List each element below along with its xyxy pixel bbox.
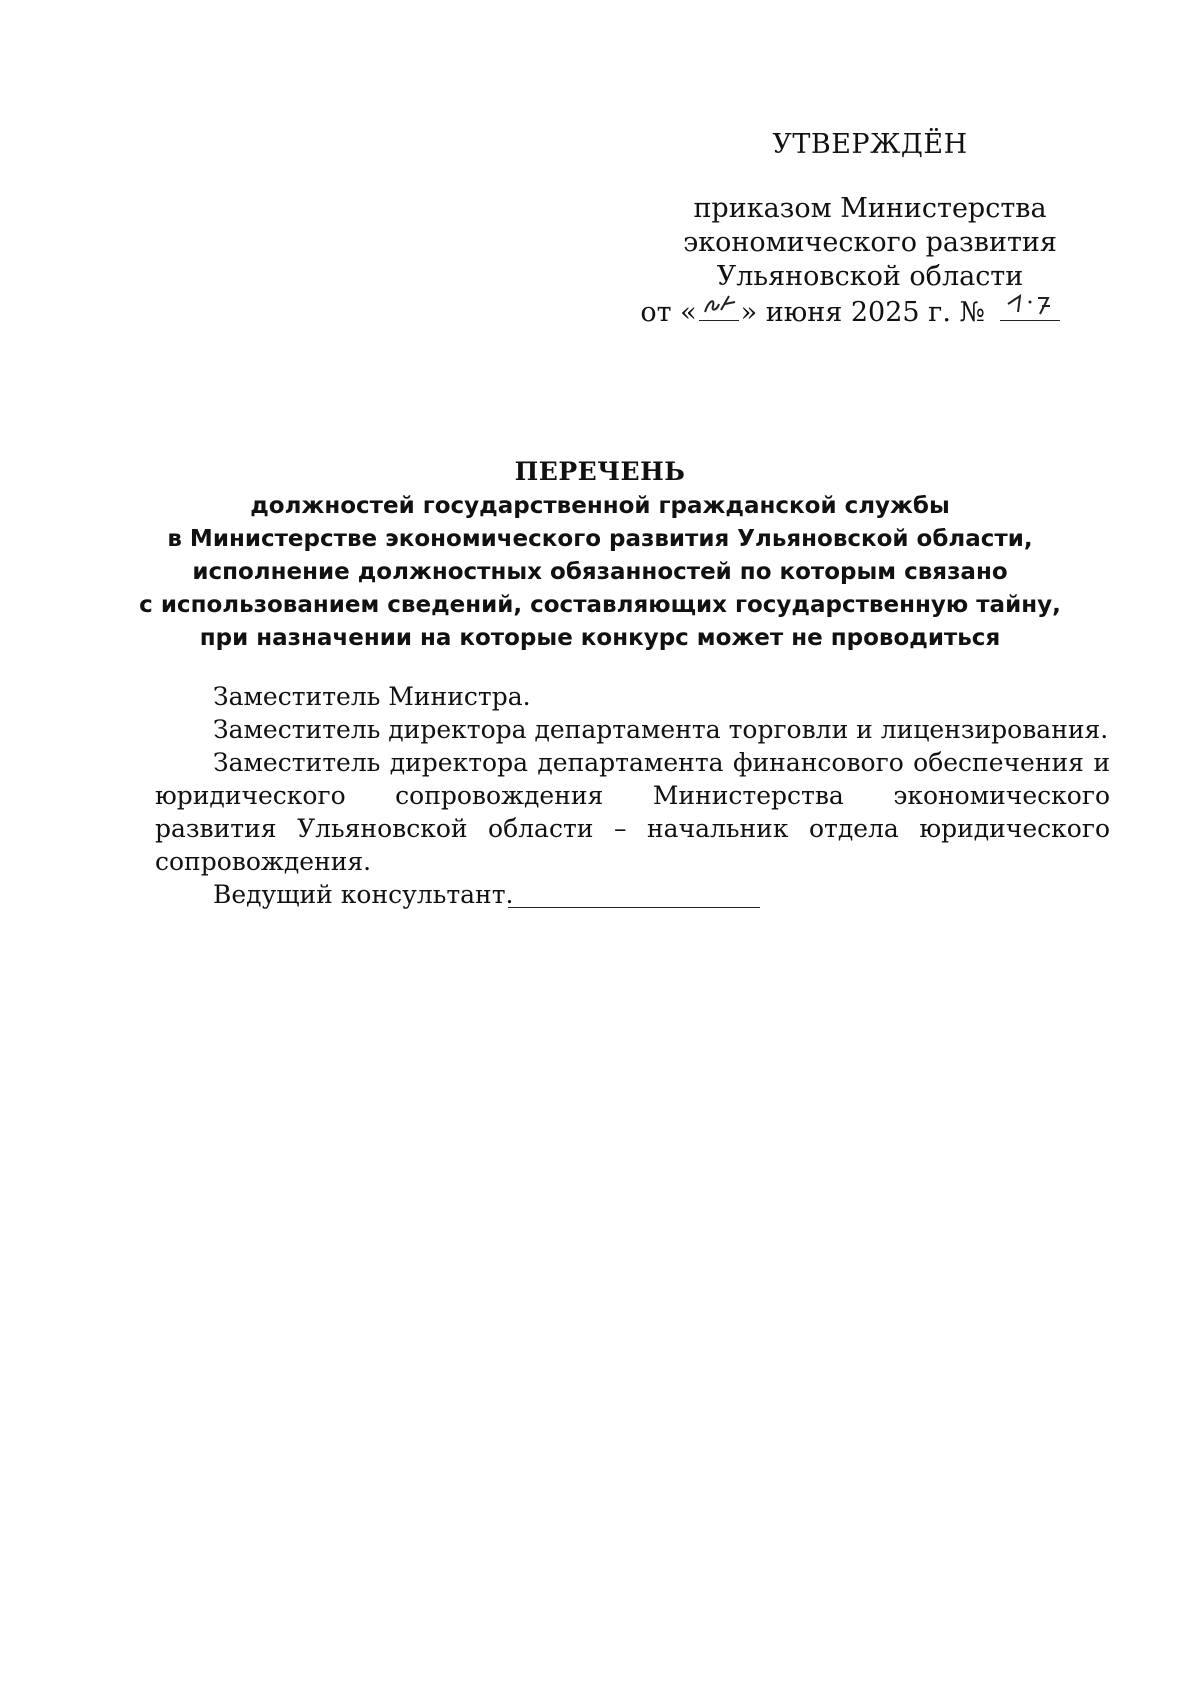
title-line: с использованием сведений, составляющих государственную тайну, (139, 592, 1061, 618)
document-title-block (130, 455, 1070, 655)
handwritten-order-number (1000, 294, 1060, 321)
title-line: при назначении на которые конкурс может не проводиться (199, 625, 1001, 651)
position-item: Ведущий консультант. (213, 880, 514, 909)
closing-rule (508, 907, 760, 908)
position-item: Заместитель директора департамента торговли и лицензирования. (213, 715, 1109, 744)
document-title: ПЕРЕЧЕНЬ (514, 457, 686, 486)
date-suffix: » июня 2025 г. № (740, 297, 986, 328)
position-item: Заместитель Министра. (213, 682, 531, 711)
order-line-1: приказом Министерства (693, 193, 1047, 224)
order-dateline (640, 294, 1060, 330)
handwritten-day (699, 294, 739, 321)
title-line: должностей государственной гражданской службы (250, 493, 950, 519)
date-prefix: от « (640, 297, 697, 328)
order-line-2: экономического развития (683, 227, 1057, 258)
position-item: Заместитель директора департамента финансового обеспечения и юридического сопровождения Министерства экономического развития Ульяновской области – начальник отдела юридического сопровождения. (155, 748, 1110, 876)
order-line-3: Ульяновской области (716, 261, 1024, 292)
approval-block (640, 128, 1060, 330)
positions-list (155, 680, 1110, 911)
title-line: в Министерстве экономического развития Ульяновской области, (167, 526, 1033, 552)
approved-label: УТВЕРЖДЁН (772, 129, 968, 160)
title-line: исполнение должностных обязанностей по которым связано (192, 559, 1008, 585)
